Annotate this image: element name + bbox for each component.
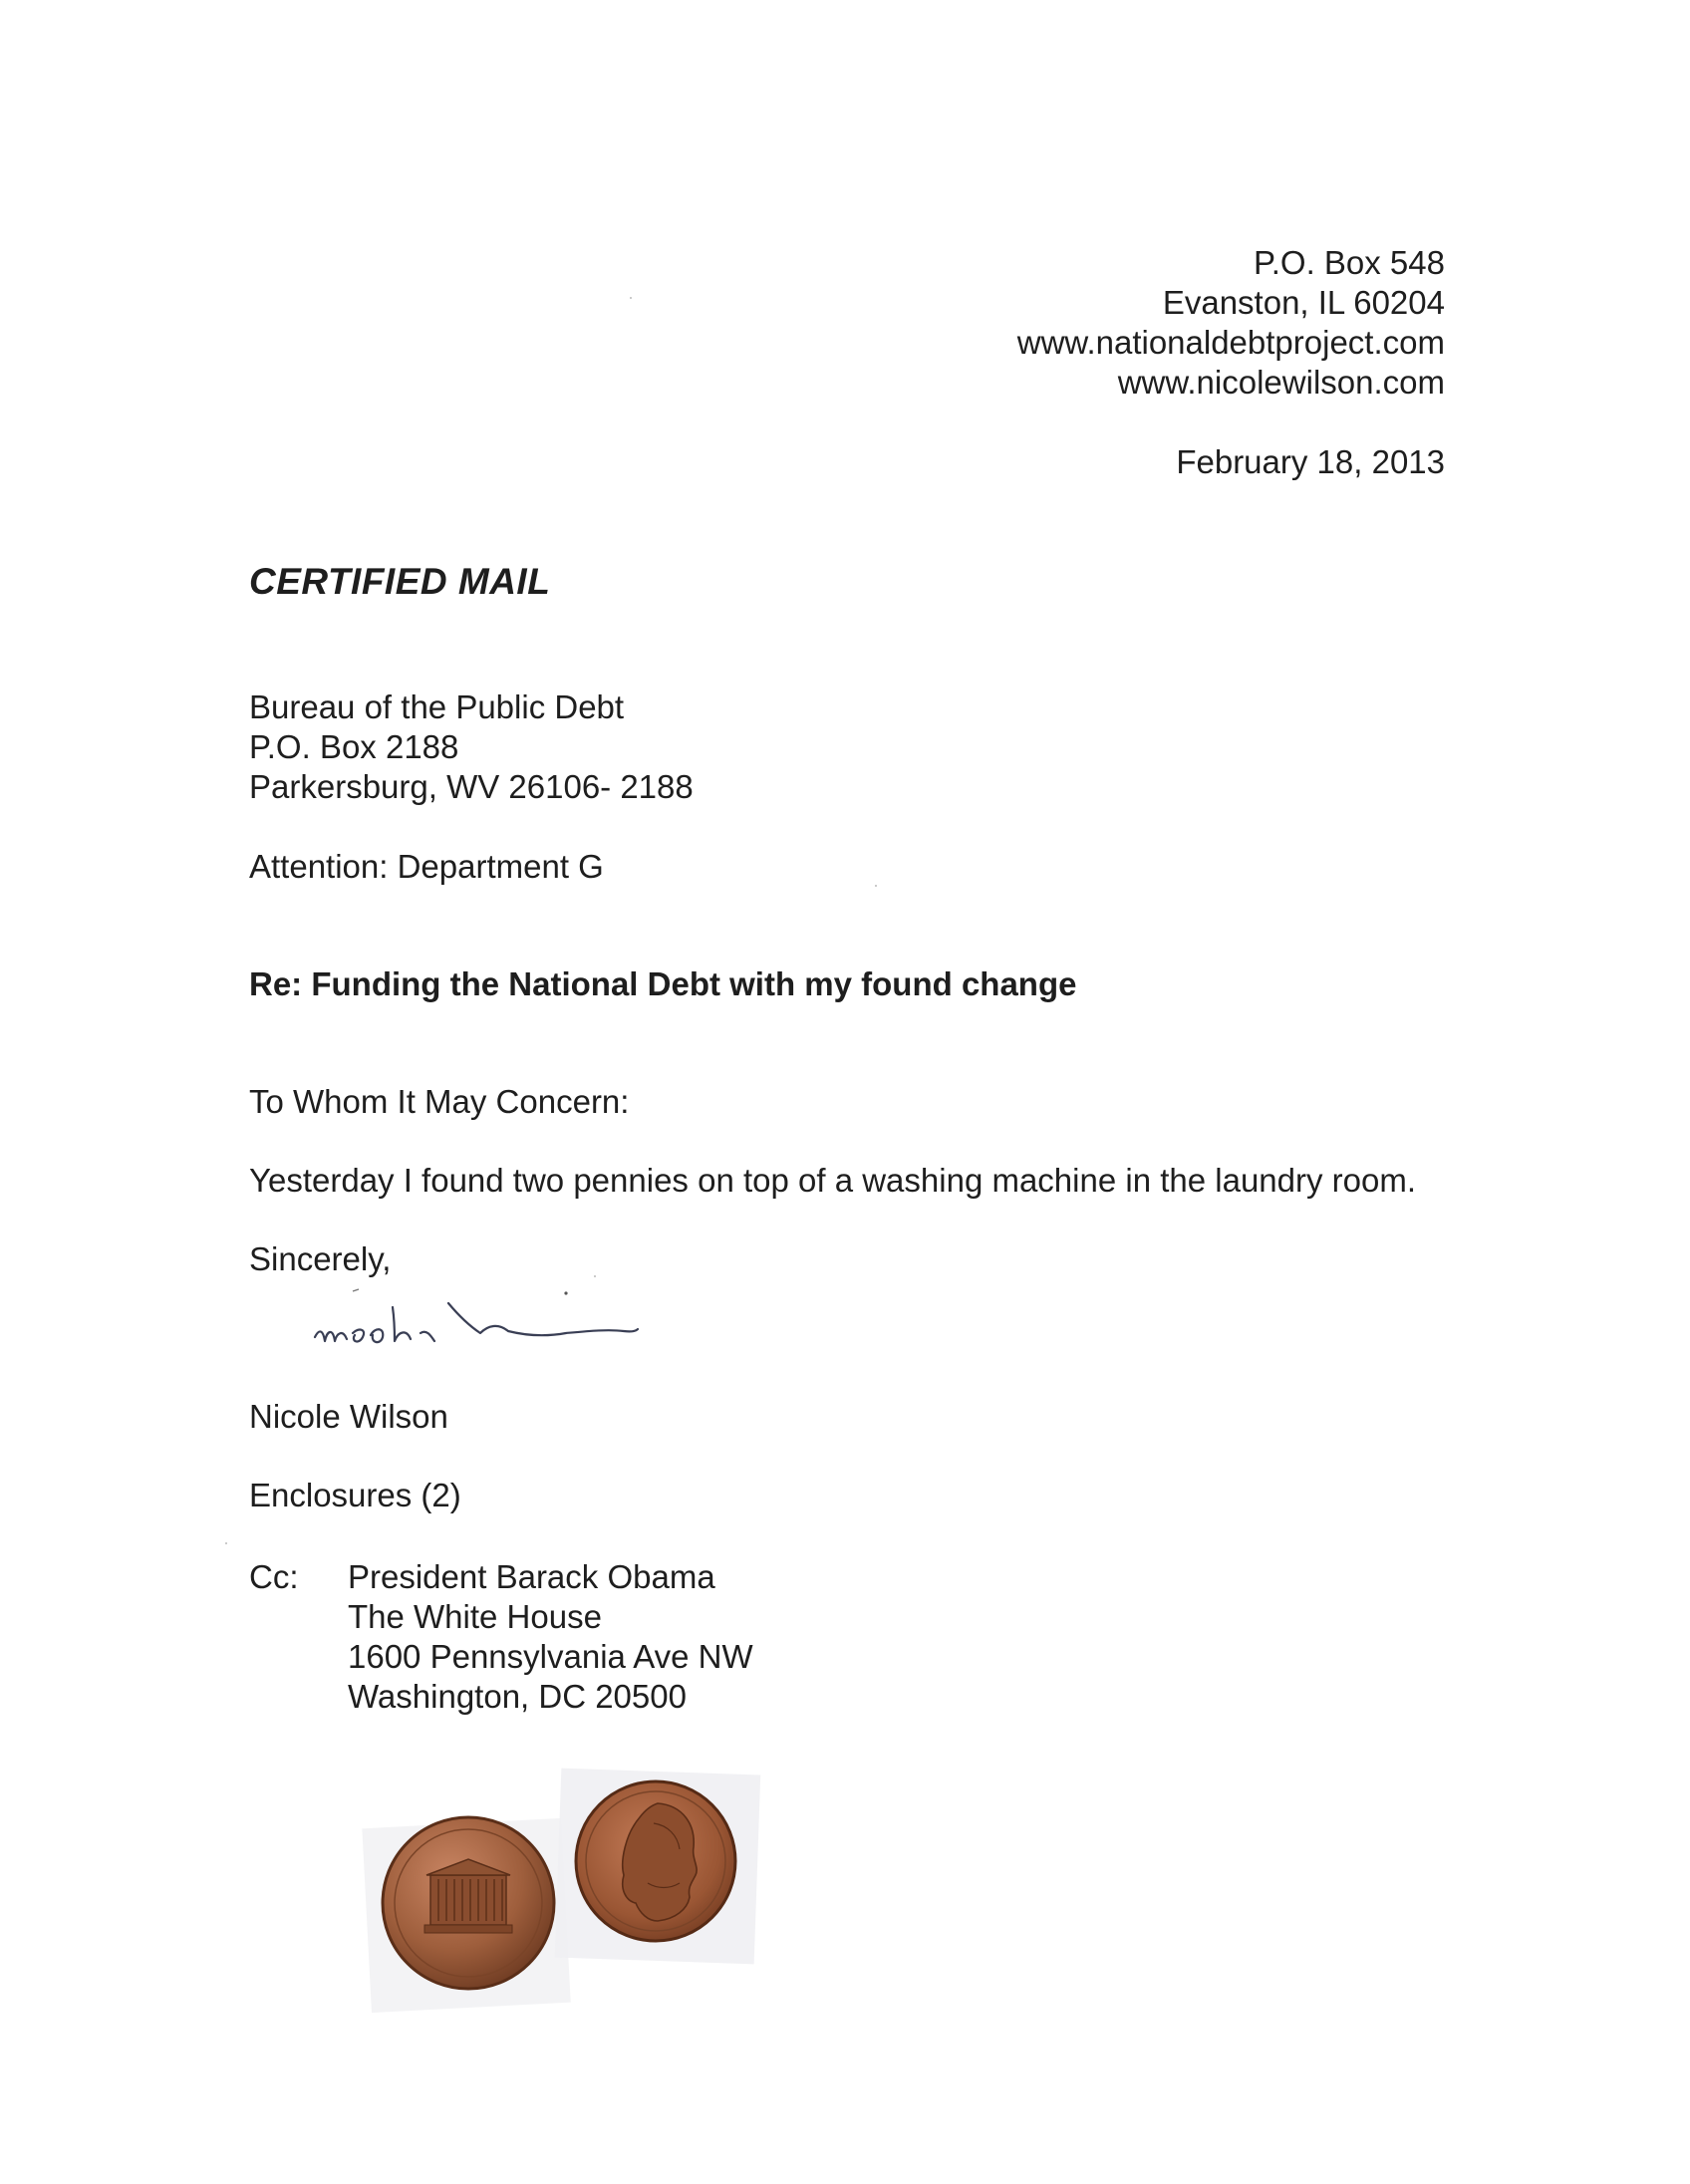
enclosures-line: Enclosures (2) (249, 1477, 461, 1513)
sender-po-box: P.O. Box 548 (1253, 244, 1445, 281)
letter-date: February 18, 2013 (1176, 443, 1445, 480)
attention-line: Attention: Department G (249, 848, 604, 885)
scan-speck (875, 885, 877, 887)
penny-reverse (383, 1817, 554, 1989)
penny-obverse (576, 1781, 735, 1941)
cc-line: The White House (348, 1598, 602, 1635)
recipient-name: Bureau of the Public Debt (249, 688, 625, 725)
letter-body: Yesterday I found two pennies on top of a washing machine in the laundry room. (249, 1162, 1417, 1199)
sender-website-2: www.nicolewilson.com (1117, 364, 1445, 401)
salutation: To Whom It May Concern: (249, 1083, 630, 1120)
subject-line: Re: Funding the National Debt with my found change (249, 965, 1077, 1002)
signature-name: Nicole Wilson (249, 1398, 448, 1435)
scan-speck (225, 1542, 227, 1544)
recipient-po-box: P.O. Box 2188 (249, 728, 459, 765)
cc-line: Washington, DC 20500 (348, 1678, 687, 1715)
closing: Sincerely, (249, 1240, 392, 1277)
certified-mail-label: CERTIFIED MAIL (249, 561, 551, 602)
scan-speck (630, 297, 632, 299)
enclosed-pennies (359, 1764, 777, 2023)
cc-line: President Barack Obama (348, 1558, 715, 1595)
scan-speck (594, 1275, 596, 1277)
cc-label: Cc: (249, 1558, 299, 1595)
recipient-city-line: Parkersburg, WV 26106- 2188 (249, 768, 694, 805)
cc-address-block (348, 1557, 753, 1717)
sender-website-1: www.nationaldebtproject.com (1016, 324, 1445, 361)
sender-city-line: Evanston, IL 60204 (1162, 284, 1445, 321)
handwritten-signature (309, 1285, 688, 1365)
cc-line: 1600 Pennsylvania Ave NW (348, 1638, 753, 1675)
